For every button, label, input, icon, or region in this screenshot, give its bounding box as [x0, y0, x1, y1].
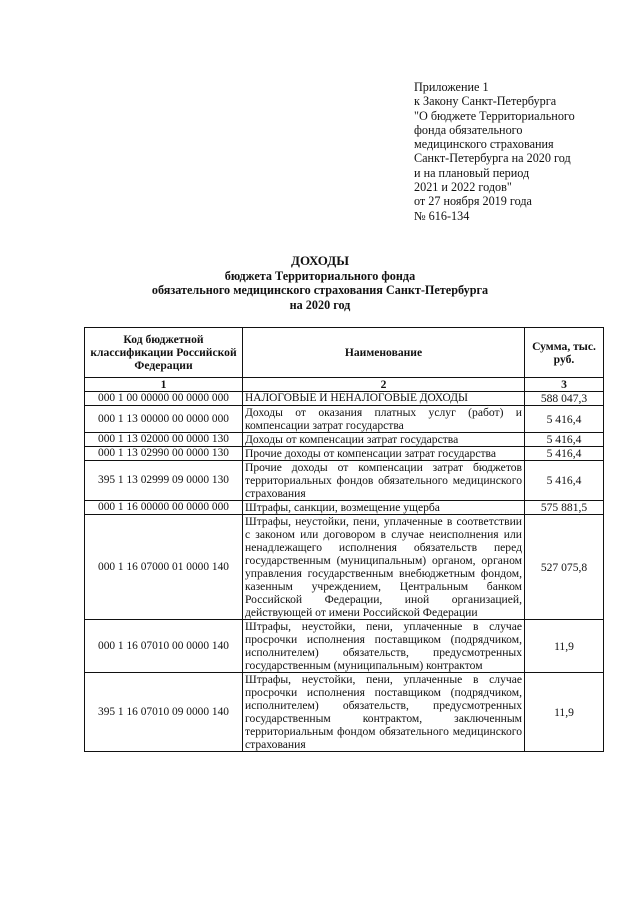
header-name: Наименование — [243, 328, 525, 378]
budget-code: 395 1 13 02999 09 0000 130 — [85, 461, 243, 501]
table-row — [85, 392, 604, 406]
column-number: 3 — [525, 378, 604, 392]
appendix-line: от 27 ноября 2019 года — [414, 194, 532, 209]
column-number: 2 — [243, 378, 525, 392]
revenue-sum: 588 047,3 — [525, 392, 604, 406]
budget-code: 000 1 00 00000 00 0000 000 — [85, 392, 243, 406]
revenue-sum: 11,9 — [525, 673, 604, 752]
appendix-line: фонда обязательного — [414, 122, 523, 137]
table-header-row — [85, 328, 604, 378]
appendix-note — [414, 80, 624, 223]
budget-code: 000 1 13 02990 00 0000 130 — [85, 447, 243, 461]
table-row — [85, 673, 604, 752]
budget-code: 000 1 13 00000 00 0000 000 — [85, 406, 243, 433]
revenue-name: Штрафы, неустойки, пени, уплаченные в соответствии с законом или договором в случае неисполнения или ненадлежащего исполнения обязательств перед государственным (муниципальным) органом, органом управления государственным внебюджетным фондом, казенным учреждением, Центральным банком Российской Федерации, иной организацией, действующей от имени Российской Федерации — [243, 515, 525, 620]
revenue-name: Прочие доходы от компенсации затрат бюджетов территориальных фондов обязательного медицинского страхования — [243, 461, 525, 501]
revenue-name: Штрафы, санкции, возмещение ущерба — [243, 501, 525, 515]
appendix-line: № 616-134 — [414, 208, 470, 223]
revenue-name: НАЛОГОВЫЕ И НЕНАЛОГОВЫЕ ДОХОДЫ — [243, 392, 525, 406]
title-line: на 2020 год — [289, 297, 351, 312]
appendix-line: и на плановый период — [414, 165, 530, 180]
table-row — [85, 447, 604, 461]
column-number-row — [85, 378, 604, 392]
budget-code: 000 1 16 07000 01 0000 140 — [85, 515, 243, 620]
revenue-sum: 5 416,4 — [525, 447, 604, 461]
revenue-sum: 5 416,4 — [525, 461, 604, 501]
revenue-name: Прочие доходы от компенсации затрат государства — [243, 447, 525, 461]
revenue-name: Доходы от компенсации затрат государства — [243, 433, 525, 447]
revenue-name: Доходы от оказания платных услуг (работ) и компенсации затрат государства — [243, 406, 525, 433]
table-row — [85, 461, 604, 501]
table-row — [85, 406, 604, 433]
revenue-sum: 5 416,4 — [525, 433, 604, 447]
document-title — [0, 254, 640, 312]
header-sum: Сумма, тыс. руб. — [525, 328, 604, 378]
revenue-table — [84, 327, 604, 752]
header-code: Код бюджетной классификации Российской Федерации — [85, 328, 243, 378]
revenue-sum: 5 416,4 — [525, 406, 604, 433]
appendix-line: Санкт-Петербурга на 2020 год — [414, 151, 571, 166]
revenue-name: Штрафы, неустойки, пени, уплаченные в случае просрочки исполнения поставщиком (подрядчиком, исполнителем) обязательств, предусмотренных государственным (муниципальным) контрактом — [243, 620, 525, 673]
revenue-name: Штрафы, неустойки, пени, уплаченные в случае просрочки исполнения поставщиком (подрядчиком, исполнителем) обязательств, предусмотренных государственным контрактом, заключенным территориальным фондом обязательного медицинского страхования — [243, 673, 525, 752]
table-row — [85, 515, 604, 620]
table-row — [85, 433, 604, 447]
title-main: ДОХОДЫ — [291, 253, 349, 268]
title-line: бюджета Территориального фонда — [224, 268, 416, 283]
title-line: обязательного медицинского страхования Санкт-Петербурга — [151, 283, 489, 298]
revenue-sum: 527 075,8 — [525, 515, 604, 620]
table-row — [85, 620, 604, 673]
budget-code: 395 1 16 07010 09 0000 140 — [85, 673, 243, 752]
appendix-line: медицинского страхования — [414, 137, 554, 152]
budget-code: 000 1 13 02000 00 0000 130 — [85, 433, 243, 447]
appendix-line: Приложение 1 — [414, 80, 489, 94]
column-number: 1 — [85, 378, 243, 392]
appendix-line: 2021 и 2022 годов" — [414, 180, 512, 195]
revenue-sum: 575 881,5 — [525, 501, 604, 515]
appendix-line: "О бюджете Территориального — [414, 108, 575, 123]
budget-code: 000 1 16 00000 00 0000 000 — [85, 501, 243, 515]
revenue-sum: 11,9 — [525, 620, 604, 673]
appendix-line: к Закону Санкт-Петербурга — [414, 94, 557, 109]
budget-code: 000 1 16 07010 00 0000 140 — [85, 620, 243, 673]
table-row — [85, 501, 604, 515]
